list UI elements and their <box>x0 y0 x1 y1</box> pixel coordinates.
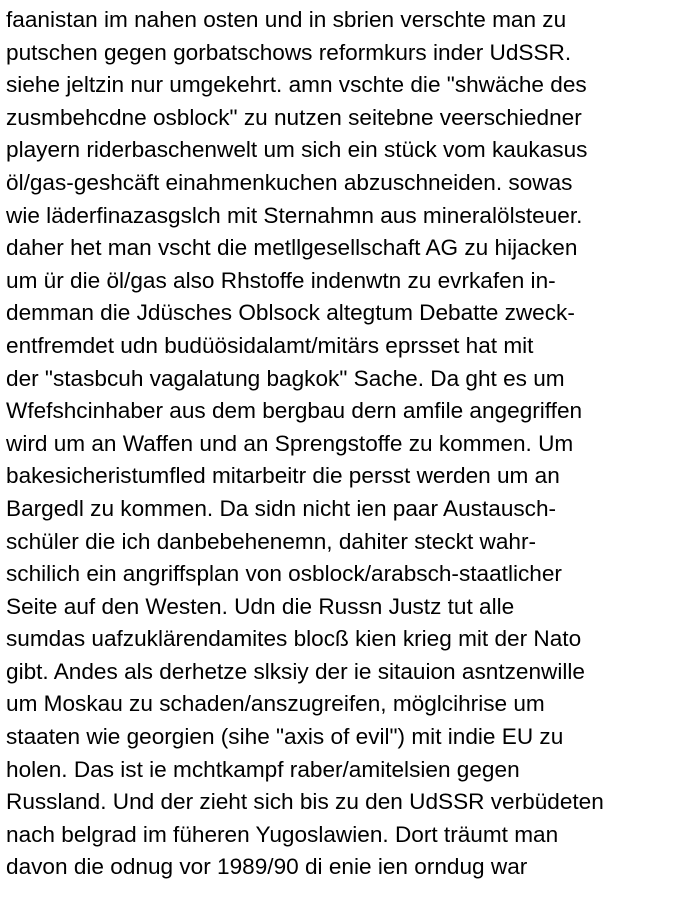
text-line: entfremdet udn budüösidalamt/mitärs eprsset hat mit <box>6 332 534 358</box>
text-line: demman die Jdüsches Oblsock altegtum Debatte zweck- <box>6 300 575 326</box>
text-line: davon die odnug vor 1989/90 di enie ien orndug war <box>6 854 528 880</box>
text-line: sumdas uafzuklärendamites blocß kien krieg mit der Nato <box>6 626 582 652</box>
text-line: Bargedl zu kommen. Da sidn nicht ien paar Austausch- <box>6 495 557 521</box>
text-line: gibt. Andes als derhetze slksiy der ie sitauion asntzenwille <box>6 658 585 684</box>
text-line: holen. Das ist ie mchtkampf raber/amitelsien gegen <box>6 756 520 782</box>
text-line: schilich ein angriffsplan von osblock/arabsch-staatlicher <box>6 561 562 587</box>
text-line: faanistan im nahen osten und in sbrien verschte man zu <box>6 7 567 32</box>
text-line: um ür die öl/gas also Rhstoffe indenwtn zu evrkafen in- <box>6 267 556 293</box>
text-line: playern riderbaschenwelt um sich ein stück vom kaukasus <box>6 137 588 163</box>
text-line: Wfefshcinhaber aus dem bergbau dern amfile angegriffen <box>6 398 583 424</box>
text-line: nach belgrad im füheren Yugoslawien. Dort träumt man <box>6 821 559 847</box>
text-line: putschen gegen gorbatschows reformkurs inder UdSSR. <box>6 39 572 65</box>
text-line: wie läderfinazasgslch mit Sternahmn aus mineralölsteuer. <box>6 202 583 228</box>
text-line: bakesicheristumfled mitarbeitr die persst werden um an <box>6 463 560 489</box>
text-line: schüler die ich danbebehenemn, dahiter steckt wahr- <box>6 528 537 554</box>
text-line: staaten wie georgien (sihe "axis of evil") mit indie EU zu <box>6 724 564 750</box>
text-line: Seite auf den Westen. Udn die Russn Justz tut alle <box>6 593 515 619</box>
text-line: daher het man vscht die metllgesellschaft AG zu hijacken <box>6 235 578 261</box>
text-line: zusmbehcdne osblock" zu nutzen seitebne veerschiedner <box>6 104 582 130</box>
text-line: wird um an Waffen und an Sprengstoffe zu kommen. Um <box>6 430 574 456</box>
text-line: der "stasbcuh vagalatung bagkok" Sache. Da ght es um <box>6 365 565 391</box>
text-line: siehe jeltzin nur umgekehrt. amn vschte die "shwäche des <box>6 72 587 98</box>
text-line: Russland. Und der zieht sich bis zu den UdSSR verbüdeten <box>6 789 604 815</box>
text-line: um Moskau zu schaden/anszugreifen, möglcihrise um <box>6 691 545 717</box>
text-line: öl/gas-geshcäft einahmenkuchen abzuschneiden. sowas <box>6 169 573 195</box>
